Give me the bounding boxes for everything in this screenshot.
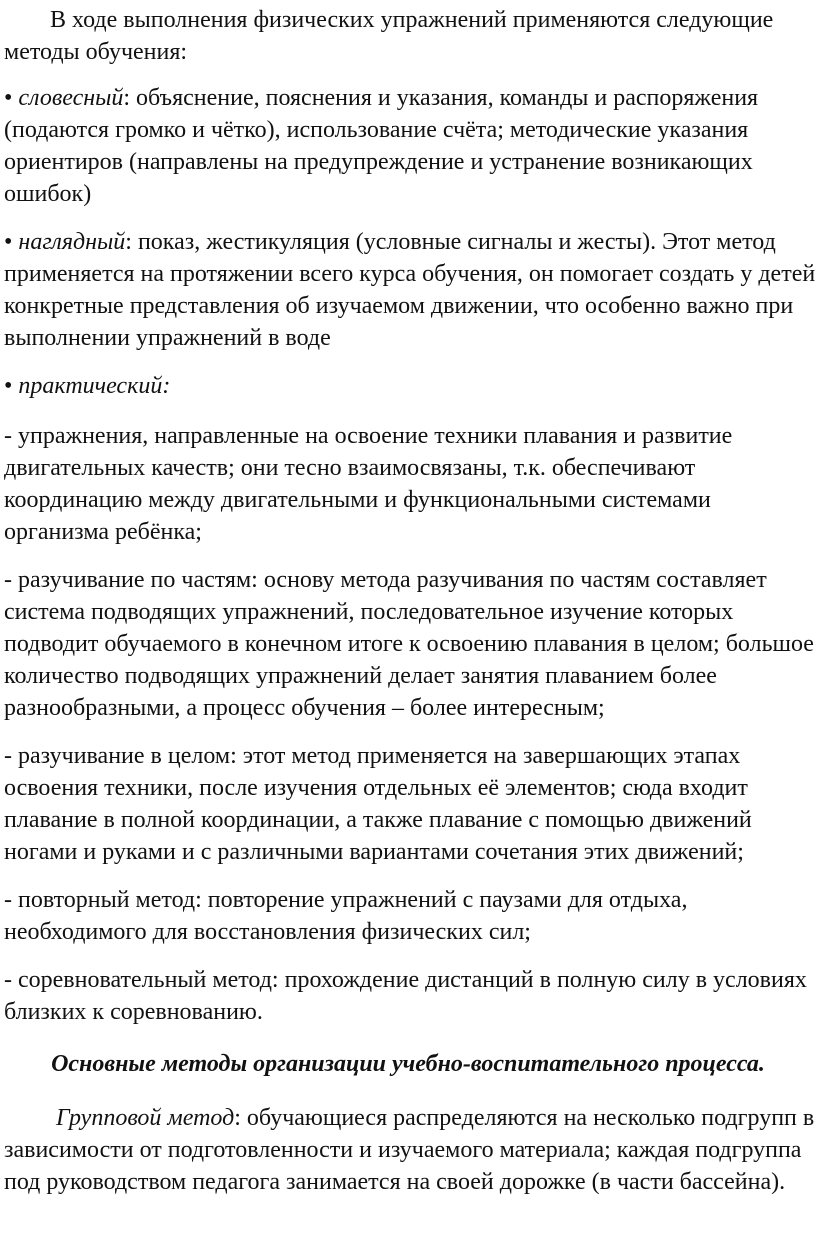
intro-text: В ходе выполнения физических упражнений применяются следующие методы обучения: <box>4 7 774 65</box>
group-method-paragraph <box>4 1102 816 1198</box>
method-visual-term: наглядный <box>18 229 126 255</box>
group-method-text: : обучающиеся распределяются на несколько подгрупп в зависимости от подготовленности и изучаемого материала; каждая подгруппа под руководством педагога занимается на своей дорожке (в части бассейна). <box>4 1105 815 1195</box>
list-item <box>4 964 816 1028</box>
method-verbal-term: словесный <box>18 85 124 111</box>
method-verbal-text: : объяснение, пояснения и указания, команды и распоряжения (подаются громко и чётко), использование счёта; методические указания ориентиров (направлены на предупреждение и устранение возникающих ошибок) <box>4 85 759 207</box>
method-visual-text: : показ, жестикуляция (условные сигналы и жесты). Этот метод применяется на протяжении всего курса обучения, он помогает создать у детей конкретные представления об изучаемом движении, что особенно важно при выполнении упражнений в воде <box>4 229 816 351</box>
list-item-text: - упражнения, направленные на освоение техники плавания и развитие двигательных качеств; они тесно взаимосвязаны, т.к. обеспечивают координацию между двигательными и функциональными системами организма ребёнка; <box>4 423 733 545</box>
intro-paragraph <box>4 4 816 68</box>
bullet-icon: • <box>4 229 13 255</box>
list-item <box>4 420 816 548</box>
method-practical-term: практический: <box>18 373 171 399</box>
bullet-icon: • <box>4 373 13 399</box>
list-item-text: - повторный метод: повторение упражнений с паузами для отдыха, необходимого для восстановления физических сил; <box>4 887 688 945</box>
list-item-text: - соревновательный метод: прохождение дистанций в полную силу в условиях близких к соревнованию. <box>4 967 807 1025</box>
group-method-term: Групповой метод <box>56 1105 235 1131</box>
method-visual <box>4 226 816 354</box>
method-practical <box>4 370 816 402</box>
section-heading: Основные методы организации учебно-воспитательного процесса. <box>51 1051 765 1077</box>
bullet-icon: • <box>4 85 13 111</box>
list-item <box>4 884 816 948</box>
list-item <box>4 564 816 724</box>
list-item-text: - разучивание в целом: этот метод применяется на завершающих этапах освоения техники, после изучения отдельных её элементов; сюда входит плавание в полной координации, а также плавание с помощью движений ногами и руками и с различными вариантами сочетания этих движений; <box>4 743 752 865</box>
list-item-text: - разучивание по частям: основу метода разучивания по частям составляет система подводящих упражнений, последовательное изучение которых подводит обучаемого в конечном итоге к освоению плавания в целом; большое количество подводящих упражнений делает занятия плаванием более разнообразными, а процесс обучения – более интересным; <box>4 567 814 721</box>
method-verbal <box>4 82 816 210</box>
list-item <box>4 740 816 868</box>
